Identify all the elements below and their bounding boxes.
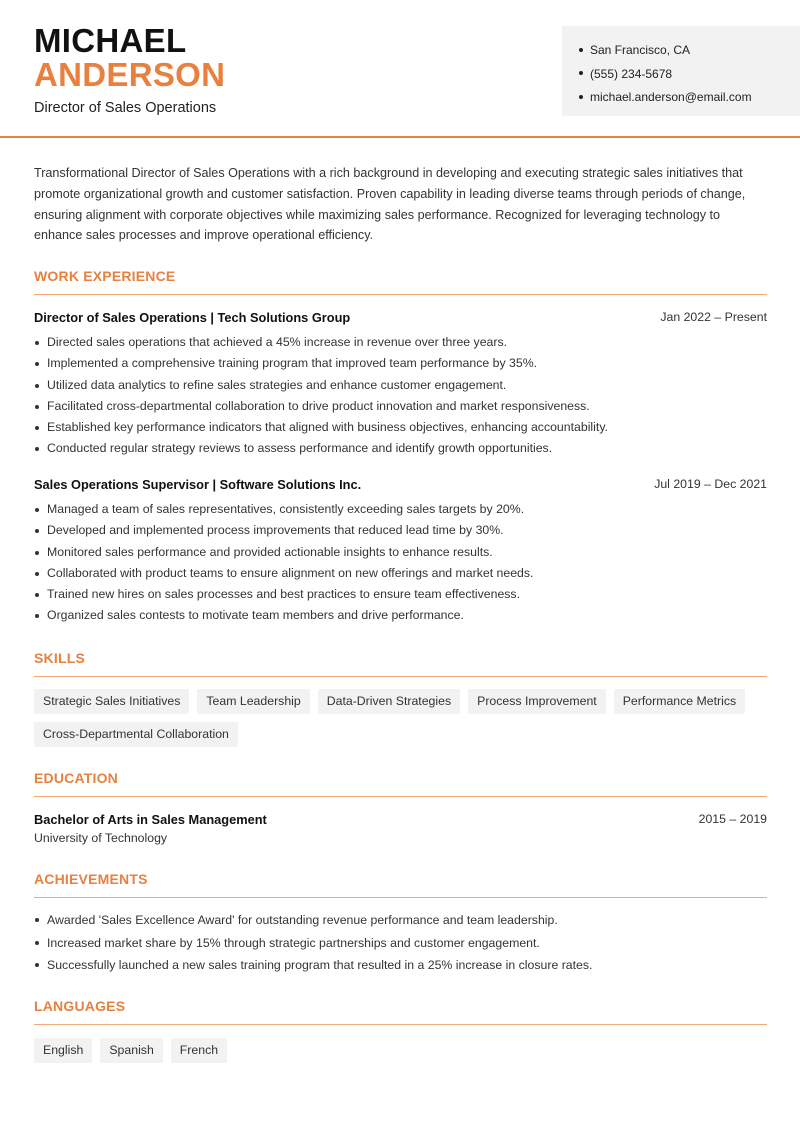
job-title-1: Director of Sales Operations | Tech Solutions Group xyxy=(34,310,351,325)
list-item: Awarded 'Sales Excellence Award' for outstanding revenue performance and team leadership. xyxy=(34,909,769,932)
section-divider xyxy=(34,1024,767,1025)
job-bullets-2 xyxy=(34,499,769,627)
section-divider xyxy=(34,796,767,797)
skill-tag: Team Leadership xyxy=(197,689,309,714)
education-dates: 2015 – 2019 xyxy=(698,812,767,826)
resume-header xyxy=(0,0,800,138)
skill-tag: Cross-Departmental Collaboration xyxy=(34,722,238,747)
job-bullets-1 xyxy=(34,332,769,460)
bullet-icon xyxy=(579,95,583,99)
section-divider xyxy=(34,897,767,898)
section-title-education: EDUCATION xyxy=(34,770,118,786)
languages-list xyxy=(34,1038,774,1063)
achievements-list xyxy=(34,909,769,977)
contact-phone-text: (555) 234-5678 xyxy=(590,66,673,81)
section-title-achievements: ACHIEVEMENTS xyxy=(34,871,148,887)
list-item: Established key performance indicators that aligned with business objectives, enhancing accountability. xyxy=(34,417,769,438)
section-divider xyxy=(34,294,767,295)
contact-location-text: San Francisco, CA xyxy=(590,43,691,57)
section-title-work: WORK EXPERIENCE xyxy=(34,268,176,284)
last-name: ANDERSON xyxy=(34,56,226,93)
list-item: Facilitated cross-departmental collaboration to drive product innovation and market responsiveness. xyxy=(34,396,769,417)
list-item: Trained new hires on sales processes and best practices to ensure team effectiveness. xyxy=(34,584,769,605)
summary: Transformational Director of Sales Operations with a rich background in developing and executing strategic sales initiatives that promote organizational growth and customer satisfaction. Proven capability in leading diverse teams through periods of change, ensuring alignment with corporate objectives while maximizing sales performance. Recognized for leveraging technology to enhance sales processes and improve operational efficiency. xyxy=(34,166,746,243)
language-tag: French xyxy=(171,1038,227,1063)
bullet-icon xyxy=(579,48,583,52)
contact-box xyxy=(562,26,800,116)
list-item: Monitored sales performance and provided actionable insights to enhance results. xyxy=(34,542,769,563)
skill-tag: Performance Metrics xyxy=(614,689,745,714)
list-item: Directed sales operations that achieved a 45% increase in revenue over three years. xyxy=(34,332,769,353)
first-name: MICHAEL xyxy=(34,22,187,59)
section-title-skills: SKILLS xyxy=(34,650,85,666)
list-item: Utilized data analytics to refine sales strategies and enhance customer engagement. xyxy=(34,375,769,396)
contact-email xyxy=(579,86,800,110)
skill-tag: Data-Driven Strategies xyxy=(318,689,460,714)
skills-list xyxy=(34,689,774,747)
education-degree: Bachelor of Arts in Sales Management xyxy=(34,812,267,827)
bullet-icon xyxy=(579,71,583,75)
list-item: Organized sales contests to motivate team members and drive performance. xyxy=(34,605,769,626)
language-tag: Spanish xyxy=(100,1038,162,1063)
contact-location xyxy=(579,39,800,63)
list-item: Developed and implemented process improvements that reduced lead time by 30%. xyxy=(34,520,769,541)
contact-email-text: michael.anderson@email.com xyxy=(590,90,752,104)
list-item: Implemented a comprehensive training program that improved team performance by 35%. xyxy=(34,353,769,374)
job-title-2: Sales Operations Supervisor | Software Solutions Inc. xyxy=(34,477,362,492)
contact-phone xyxy=(579,63,800,87)
job-dates-1: Jan 2022 – Present xyxy=(660,310,767,324)
section-divider xyxy=(34,676,767,677)
section-title-languages: LANGUAGES xyxy=(34,998,126,1014)
education-school: University of Technology xyxy=(34,831,168,845)
list-item: Managed a team of sales representatives, consistently exceeding sales targets by 20%. xyxy=(34,499,769,520)
skill-tag: Strategic Sales Initiatives xyxy=(34,689,189,714)
list-item: Successfully launched a new sales training program that resulted in a 25% increase in closure rates. xyxy=(34,954,769,977)
job-dates-2: Jul 2019 – Dec 2021 xyxy=(654,477,767,491)
job-title: Director of Sales Operations xyxy=(34,100,217,116)
list-item: Increased market share by 15% through strategic partnerships and customer engagement. xyxy=(34,932,769,955)
list-item: Conducted regular strategy reviews to assess performance and identify growth opportunities. xyxy=(34,438,769,459)
skill-tag: Process Improvement xyxy=(468,689,606,714)
list-item: Collaborated with product teams to ensure alignment on new offerings and market needs. xyxy=(34,563,769,584)
language-tag: English xyxy=(34,1038,92,1063)
